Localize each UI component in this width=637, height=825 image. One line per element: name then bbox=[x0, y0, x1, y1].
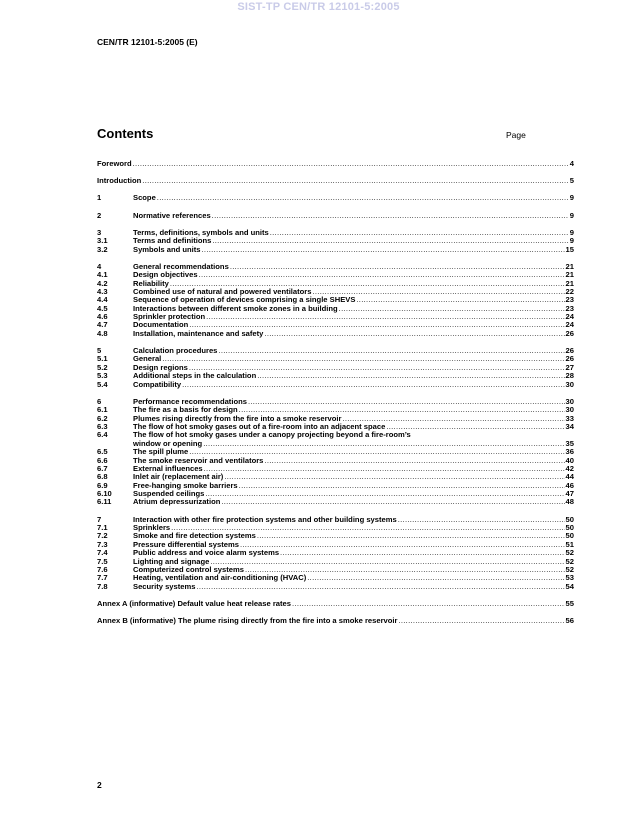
toc-entry-page: 53 bbox=[565, 574, 574, 583]
toc-entry-page: 56 bbox=[565, 617, 574, 626]
toc-entry-number: 4 bbox=[97, 262, 102, 271]
toc-entry-title: Introduction bbox=[97, 177, 142, 186]
toc-entry-title: Pressure differential systems bbox=[133, 540, 239, 549]
toc-entry-number: 7.7 bbox=[97, 574, 108, 583]
toc-entry-4-8[interactable] bbox=[97, 330, 574, 338]
contents-heading: Contents bbox=[97, 126, 154, 141]
toc-entry-title: Combined use of natural and powered ventilators bbox=[133, 287, 312, 296]
toc-entry-4-3[interactable] bbox=[97, 288, 574, 296]
toc-entry-number: 6.1 bbox=[97, 406, 108, 415]
toc-entry-6-11[interactable] bbox=[97, 498, 574, 506]
toc-entry-number: 4.7 bbox=[97, 321, 108, 330]
toc-entry-7-1[interactable] bbox=[97, 524, 574, 532]
toc-entry-title: Inlet air (replacement air) bbox=[133, 473, 224, 482]
toc-entry-page: 50 bbox=[565, 532, 574, 541]
toc-entry-number: 4.3 bbox=[97, 287, 108, 296]
toc-entry-page: 21 bbox=[565, 279, 574, 288]
toc-entry-title: The flow of hot smoky gases out of a fire-room into an adjacent space bbox=[133, 422, 386, 431]
toc-entry-number: 7.5 bbox=[97, 557, 108, 566]
toc-entry-7-3[interactable] bbox=[97, 541, 574, 549]
toc-entry-page: 9 bbox=[569, 237, 574, 246]
toc-entry-7-2[interactable] bbox=[97, 532, 574, 540]
toc-entry-page: 26 bbox=[565, 329, 574, 338]
toc-entry-page: 52 bbox=[565, 549, 574, 558]
toc-entry-page: 24 bbox=[565, 321, 574, 330]
toc-entry-number: 7 bbox=[97, 515, 102, 524]
toc-entry-number: 4.8 bbox=[97, 329, 108, 338]
toc-entry-5[interactable] bbox=[97, 347, 574, 355]
toc-entry-number: 6.6 bbox=[97, 456, 108, 465]
toc-entry-number: 7.1 bbox=[97, 524, 108, 533]
toc-entry-page: 23 bbox=[565, 304, 574, 313]
toc-entry-7-4[interactable] bbox=[97, 549, 574, 557]
toc-entry-page: 52 bbox=[565, 566, 574, 574]
toc-entry-5-1[interactable] bbox=[97, 355, 574, 363]
toc-entry-number: 6 bbox=[97, 397, 102, 406]
toc-entry-number: 3.2 bbox=[97, 245, 108, 254]
toc-entry-page: 55 bbox=[565, 599, 574, 608]
toc-entry-page: 27 bbox=[565, 363, 574, 372]
toc-entry-number: 4.4 bbox=[97, 296, 108, 305]
toc-entry-5-4[interactable] bbox=[97, 381, 574, 389]
toc-entry-title: Design objectives bbox=[133, 271, 198, 280]
toc-entry-6-1[interactable] bbox=[97, 406, 574, 414]
toc-entry-title: Heating, ventilation and air-conditioning (HVAC) bbox=[133, 574, 307, 583]
toc-entry-title: Interaction with other fire protection systems and other building systems bbox=[133, 515, 397, 524]
toc-entry-title: Performance recommendations bbox=[133, 397, 247, 406]
toc-entry-page: 26 bbox=[565, 355, 574, 364]
toc-entry-number: 7.3 bbox=[97, 540, 108, 549]
toc-entry-number: 6.2 bbox=[97, 414, 108, 423]
page-column-label: Page bbox=[506, 130, 526, 140]
toc-entry-page: 4 bbox=[569, 160, 574, 168]
toc-entry-4-2[interactable] bbox=[97, 280, 574, 288]
toc-entry-3-1[interactable] bbox=[97, 237, 574, 245]
toc-entry-page: 23 bbox=[565, 296, 574, 305]
toc-entry-4-1[interactable] bbox=[97, 271, 574, 279]
toc-entry-3-2[interactable] bbox=[97, 246, 574, 254]
toc-entry-number: 7.4 bbox=[97, 549, 108, 558]
toc-entry-page: 54 bbox=[565, 582, 574, 591]
toc-entry-title: Foreword bbox=[97, 160, 132, 168]
toc-entry-title: The fire as a basis for design bbox=[133, 406, 238, 415]
toc-entry-page: 50 bbox=[565, 515, 574, 524]
toc-entry-page: 30 bbox=[565, 380, 574, 389]
toc-entry-number: 6.4 bbox=[97, 431, 108, 440]
toc-entry-title: Additional steps in the calculation bbox=[133, 372, 257, 381]
toc-entry-page: 33 bbox=[565, 414, 574, 423]
toc-entry-title: Documentation bbox=[133, 321, 189, 330]
toc-entry-title: General recommendations bbox=[133, 262, 229, 271]
toc-entry-4[interactable] bbox=[97, 263, 574, 271]
toc-entry-title: Scope bbox=[133, 194, 156, 203]
toc-entry-title: Interactions between different smoke zones in a building bbox=[133, 304, 338, 313]
toc-entry-introduction[interactable] bbox=[97, 177, 574, 185]
toc-entry-4-7[interactable] bbox=[97, 321, 574, 329]
toc-entry-page: 9 bbox=[569, 228, 574, 237]
toc-entry-title: Lighting and signage bbox=[133, 557, 210, 566]
toc-entry-4-6[interactable] bbox=[97, 313, 574, 321]
toc-entry-title: Plumes rising directly from the fire into a smoke reservoir bbox=[133, 414, 342, 423]
toc-entry-title: Normative references bbox=[133, 211, 211, 220]
toc-entry-page: 9 bbox=[569, 194, 574, 203]
toc-entry-number: 7.6 bbox=[97, 566, 108, 574]
toc-entry-1[interactable] bbox=[97, 194, 574, 202]
toc-entry-page: 24 bbox=[565, 313, 574, 322]
toc-entry-number: 4.5 bbox=[97, 304, 108, 313]
toc-entry-page: 22 bbox=[565, 287, 574, 296]
toc-entry-number: 6.3 bbox=[97, 422, 108, 431]
toc-entry-6-4[interactable] bbox=[97, 431, 574, 439]
toc-entry-number: 5.3 bbox=[97, 372, 108, 381]
toc-entry-6-10[interactable] bbox=[97, 490, 574, 498]
toc-entry-6-9[interactable] bbox=[97, 482, 574, 490]
toc-entry-page: 15 bbox=[565, 245, 574, 254]
toc-entry-5-3[interactable] bbox=[97, 372, 574, 380]
toc-entry-6-7[interactable] bbox=[97, 465, 574, 473]
toc-entry-page: 42 bbox=[565, 464, 574, 473]
toc-entry-annex-a[interactable] bbox=[97, 600, 574, 608]
toc-entry-number: 6.11 bbox=[97, 498, 112, 507]
toc-entry-title: Installation, maintenance and safety bbox=[133, 329, 264, 338]
toc-entry-page: 35 bbox=[565, 439, 574, 448]
toc-entry-7-7[interactable] bbox=[97, 574, 574, 582]
toc-entry-page: 30 bbox=[565, 406, 574, 415]
toc-entry-6-3[interactable] bbox=[97, 423, 574, 431]
toc-entry-page: 47 bbox=[565, 490, 574, 499]
toc-entry-title: Smoke and fire detection systems bbox=[133, 532, 256, 541]
toc-entry-7-6[interactable] bbox=[97, 566, 574, 574]
toc-entry-title: External influences bbox=[133, 464, 203, 473]
toc-entry-title: Public address and voice alarm systems bbox=[133, 549, 280, 558]
toc-entry-title: Atrium depressurization bbox=[133, 498, 221, 507]
toc-entry-page: 44 bbox=[565, 473, 574, 482]
toc-entry-title: General bbox=[133, 355, 162, 364]
toc-entry-number: 4.1 bbox=[97, 271, 108, 280]
table-of-contents bbox=[97, 160, 574, 626]
toc-entry-title: The smoke reservoir and ventilators bbox=[133, 456, 264, 465]
toc-entry-number: 5 bbox=[97, 347, 102, 356]
toc-entry-number: 3 bbox=[97, 228, 102, 237]
toc-entry-3[interactable] bbox=[97, 229, 574, 237]
toc-entry-title: Suspended ceilings bbox=[133, 490, 205, 499]
toc-entry-page: 36 bbox=[565, 448, 574, 457]
toc-entry-6[interactable] bbox=[97, 398, 574, 406]
toc-entry-title: Terms and definitions bbox=[133, 237, 212, 246]
toc-entry-title: Compatibility bbox=[133, 380, 182, 389]
toc-entry-title: Computerized control systems bbox=[133, 566, 244, 574]
toc-entry-title: Sprinklers bbox=[133, 524, 171, 533]
toc-entry-title: Free-hanging smoke barriers bbox=[133, 481, 238, 490]
toc-entry-page: 26 bbox=[565, 347, 574, 356]
toc-entry-page: 51 bbox=[565, 540, 574, 549]
toc-entry-number: 3.1 bbox=[97, 237, 108, 246]
watermark: SIST-TP CEN/TR 12101-5:2005 bbox=[237, 1, 400, 13]
toc-entry-page: 9 bbox=[569, 211, 574, 220]
toc-entry-title: Sprinkler protection bbox=[133, 313, 206, 322]
toc-entry-title: The flow of hot smoky gases under a canopy projecting beyond a fire-room’s bbox=[133, 431, 411, 440]
toc-entry-5-2[interactable] bbox=[97, 364, 574, 372]
toc-entry-title: Calculation procedures bbox=[133, 347, 218, 356]
toc-entry-6-6[interactable] bbox=[97, 457, 574, 465]
toc-entry-page: 52 bbox=[565, 557, 574, 566]
toc-entry-title: window or opening bbox=[133, 439, 203, 448]
toc-entry-6-2[interactable] bbox=[97, 415, 574, 423]
toc-entry-number: 4.2 bbox=[97, 279, 108, 288]
toc-entry-title: Symbols and units bbox=[133, 245, 201, 254]
toc-entry-4-5[interactable] bbox=[97, 305, 574, 313]
toc-entry-6-5[interactable] bbox=[97, 448, 574, 456]
toc-entry-page: 34 bbox=[565, 422, 574, 431]
toc-entry-number: 2 bbox=[97, 211, 102, 220]
toc-entry-number: 1 bbox=[97, 194, 102, 203]
toc-entry-number: 5.1 bbox=[97, 355, 108, 364]
toc-entry-page: 28 bbox=[565, 372, 574, 381]
toc-entry-page: 21 bbox=[565, 262, 574, 271]
page-number: 2 bbox=[97, 780, 102, 790]
toc-entry-foreword[interactable] bbox=[97, 160, 574, 168]
toc-entry-page: 50 bbox=[565, 524, 574, 533]
toc-entry-number: 4.6 bbox=[97, 313, 108, 322]
toc-entry-title: Terms, definitions, symbols and units bbox=[133, 228, 269, 237]
toc-entry-page: 46 bbox=[565, 481, 574, 490]
toc-entry-number: 6.5 bbox=[97, 448, 108, 457]
toc-entry-title: Annex B (informative) The plume rising directly from the fire into a smoke reservoir bbox=[97, 617, 398, 626]
toc-entry-title: Security systems bbox=[133, 582, 196, 591]
document-id: CEN/TR 12101-5:2005 (E) bbox=[97, 37, 198, 47]
toc-entry-title: The spill plume bbox=[133, 448, 189, 457]
toc-entry-title: Annex A (informative) Default value heat release rates bbox=[97, 599, 291, 608]
toc-entry-7-5[interactable] bbox=[97, 558, 574, 566]
toc-entry-number: 6.9 bbox=[97, 481, 108, 490]
toc-entry-title: Sequence of operation of devices comprising a single SHEVS bbox=[133, 296, 356, 305]
toc-entry-2[interactable] bbox=[97, 212, 574, 220]
toc-entry-page: 30 bbox=[565, 397, 574, 406]
toc-entry-number: 7.8 bbox=[97, 582, 108, 591]
toc-entry-page: 40 bbox=[565, 456, 574, 465]
toc-entry-page: 21 bbox=[565, 271, 574, 280]
toc-entry-number: 6.8 bbox=[97, 473, 108, 482]
toc-entry-page: 48 bbox=[565, 498, 574, 507]
toc-entry-7[interactable] bbox=[97, 516, 574, 524]
toc-entry-number: 5.4 bbox=[97, 380, 108, 389]
toc-entry-number: 5.2 bbox=[97, 363, 108, 372]
toc-entry-number: 6.10 bbox=[97, 490, 112, 499]
toc-entry-title: Reliability bbox=[133, 279, 169, 288]
toc-entry-number: 6.7 bbox=[97, 464, 108, 473]
toc-entry-7-8[interactable] bbox=[97, 583, 574, 591]
toc-entry-6-4-continued[interactable] bbox=[97, 440, 574, 448]
toc-entry-number: 7.2 bbox=[97, 532, 108, 541]
toc-entry-4-4[interactable] bbox=[97, 296, 574, 304]
toc-entry-page: 5 bbox=[569, 177, 574, 186]
toc-entry-title: Design regions bbox=[133, 363, 188, 372]
toc-entry-6-8[interactable] bbox=[97, 473, 574, 481]
toc-entry-annex-b[interactable] bbox=[97, 617, 574, 625]
